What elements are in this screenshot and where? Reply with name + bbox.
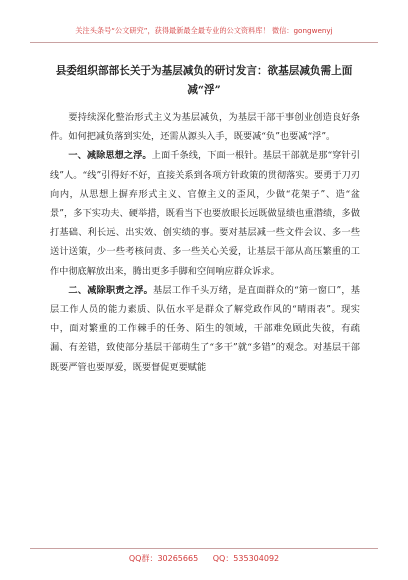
- section-1-heading: 一、减除思想之浮。: [68, 150, 152, 162]
- section-2-text: 基层工作千头万绪，是直面群众的“第一窗口”，基层工作人员的能力素质、队伍水平是群众了解党政作风的“晴雨表”。现实中，面对繁重的工作棘手的任务、陌生的领域，干部难免顾此失彼，有疏漏、有差错，致使部分基层干部萌生了“多干”就“多错”的观念。对基层干部既要严管也要厚爱，既要督促更要赋能: [50, 284, 360, 373]
- section-2-paragraph: [50, 281, 360, 377]
- footer-qq-group: QQ群：30265665: [128, 554, 199, 563]
- intro-paragraph: 要持续深化整治形式主义为基层减负，为基层干部干事创业创造良好条件。如何把减负落到实处，还需从源头入手，既要减“负”也要减“浮”。: [50, 112, 360, 143]
- section-2-heading: 二、减除职责之浮。: [68, 284, 153, 296]
- document-body: [50, 108, 360, 377]
- document-title: 县委组织部部长关于为基层减负的研讨发言：欲基层减负需上面减“浮”: [55, 65, 353, 96]
- section-1-paragraph: [50, 146, 360, 280]
- footer-contact: [30, 548, 378, 564]
- header-notice: 关注头条号“公文研究”，获得最新最全最专业的公文资料库！ 微信：gongwenyj: [30, 26, 378, 43]
- footer-qq: QQ：535304092: [212, 554, 280, 563]
- section-1-text: 上面千条线，下面一根针。基层干部就是那“穿针引线”人。“线”引得好不好，直接关系到各项方针政策的贯彻落实。要勇于刀刃向内，从思想上摒弃形式主义、官僚主义的歪风，少做“花架子”、造“盆景”，多下实功夫、硬举措，既看当下也要放眼长远既做显绩也重潜绩，多做打基础、利长远、出实效、创实绩的事。要对基层减一些文件会议、多一些送计送策，少一些考核问责、多一些关心关爱，让基层干部从高压繁重的工作中彻底解放出来，腾出更多手脚和空间响应群众诉求。: [50, 150, 360, 277]
